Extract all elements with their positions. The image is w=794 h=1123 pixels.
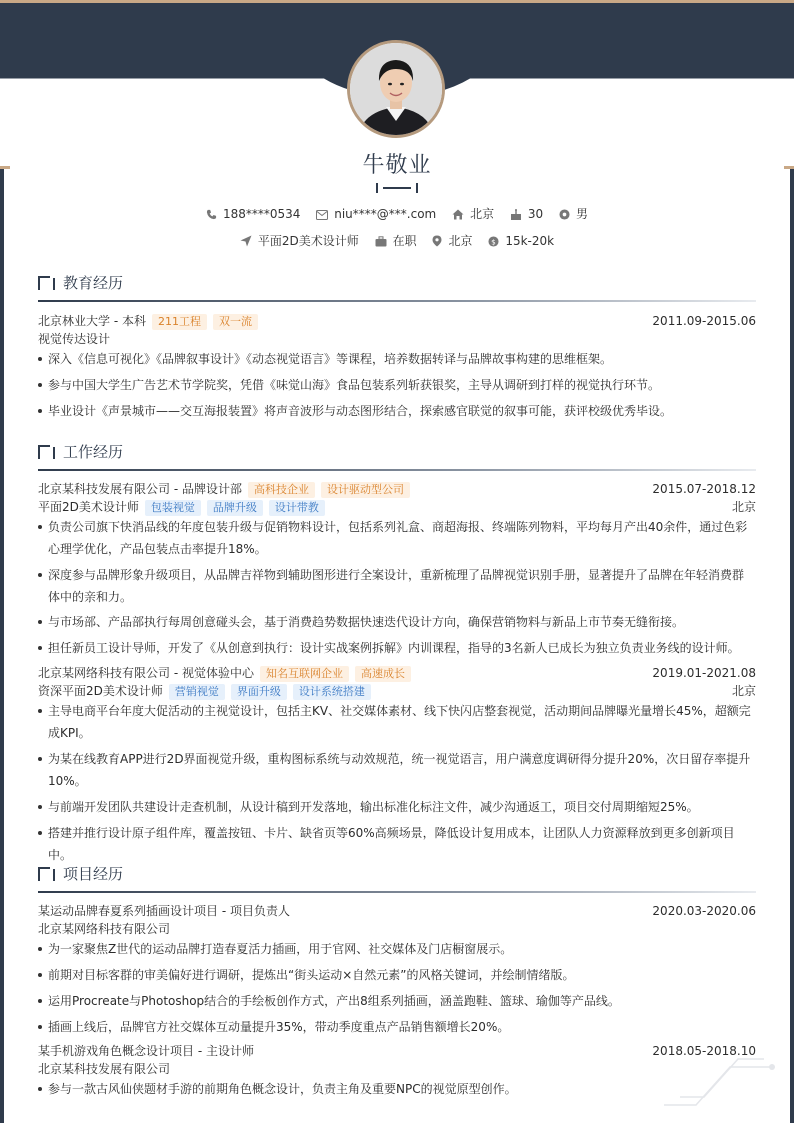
- list-item: 前期对目标客群的审美偏好进行调研，提炼出“街头运动×自然元素”的风格关键词，并绘制情绪版。: [38, 964, 756, 986]
- tag: 知名互联网企业: [260, 666, 349, 682]
- left-edge-bar: [0, 168, 4, 1123]
- role: 平面2D美术设计师: [38, 500, 139, 514]
- list-item: 深入《信息可视化》《品牌叙事设计》《动态视觉语言》等课程，培养数据转译与品牌故事构建的思维框架。: [38, 348, 756, 370]
- tag: 高科技企业: [248, 482, 315, 498]
- project-org: 北京某网络科技有限公司: [38, 922, 171, 936]
- target-city: 北京: [432, 232, 472, 249]
- cake-icon: [510, 209, 522, 220]
- project-org-row: [38, 1060, 756, 1078]
- tag: 设计驱动型公司: [321, 482, 410, 498]
- phone: 188****0534: [206, 207, 300, 221]
- name-divider-icon: [376, 183, 418, 193]
- project-header: [38, 902, 756, 920]
- home-icon: [452, 209, 464, 220]
- mail-icon: [316, 210, 328, 220]
- work-city: 北京: [731, 684, 756, 698]
- work-date: 2015.07-2018.12: [652, 482, 756, 496]
- list-item: 毕业设计《声景城市——交互海报装置》将声音波形与动态图形结合，探索感官联觉的叙事可能，获评校级优秀毕设。: [38, 400, 756, 422]
- target-position: 平面2D美术设计师: [240, 232, 359, 249]
- company: 北京某科技发展有限公司 - 品牌设计部: [38, 482, 242, 496]
- tag: 营销视觉: [169, 684, 225, 700]
- city: 北京: [452, 205, 494, 222]
- tag: 品牌升级: [207, 500, 263, 516]
- send-icon: [240, 235, 252, 247]
- section-mark-icon: [38, 867, 55, 881]
- list-item-continuation: 10%。: [48, 774, 87, 788]
- list-item: 为某在线教育APP进行2D界面视觉升级，重构图标系统与动效规范，统一视觉语言，用户满意度调研得分提升20%，次日留存率提升: [38, 748, 756, 770]
- section-mark-icon: [38, 445, 55, 459]
- money-icon: [488, 236, 499, 247]
- list-item: 搭建并推行设计原子组件库，覆盖按钮、卡片、缺省页等60%高频场景，降低设计复用成本，让团队人力资源释放到更多创新项目中。: [38, 822, 756, 866]
- salary: $ 15k-20k: [488, 234, 554, 248]
- tag: 界面升级: [231, 684, 287, 700]
- list-item: 为一家聚焦Z世代的运动品牌打造春夏活力插画，用于官网、社交媒体及门店橱窗展示。: [38, 938, 756, 960]
- school: 北京林业大学 - 本科: [38, 314, 146, 328]
- section-divider: [38, 300, 756, 302]
- education-major-row: [38, 330, 756, 348]
- phone-icon: [206, 209, 217, 220]
- candidate-name: 牛敬业: [362, 153, 432, 178]
- section-mark-icon: [38, 276, 55, 290]
- corner-decoration-icon: [660, 1039, 776, 1109]
- project-org-row: [38, 920, 756, 938]
- project-date: 2018.05-2018.10: [652, 1044, 756, 1058]
- age: 30: [510, 207, 543, 221]
- education-date: 2011.09-2015.06: [652, 314, 756, 328]
- work-header: [38, 480, 756, 498]
- job-intent-row: [0, 232, 794, 249]
- tag: 包装视觉: [145, 500, 201, 516]
- list-item-continuation: 体中的亲和力。: [48, 590, 133, 604]
- list-item: 深度参与品牌形象升级项目，从品牌吉祥物到辅助图形进行全案设计，重新梳理了品牌视觉识别手册，显著提升了品牌在年轻消费群: [38, 564, 756, 586]
- list-item: 担任新员工设计导师，开发了《从创意到执行：设计实战案例拆解》内训课程，指导的3名新人已成长为独立负责业务线的设计师。: [38, 637, 756, 659]
- project-title: 某运动品牌春夏系列插画设计项目 - 项目负责人: [38, 904, 290, 918]
- list-item: 与市场部、产品部执行每周创意碰头会，基于消费趋势数据快速迭代设计方向，确保营销物料与新品上市节奏无缝衔接。: [38, 611, 756, 633]
- list-item: 与前端开发团队共建设计走查机制，从设计稿到开发落地，输出标准化标注文件，减少沟通返工，项目交付周期缩短25%。: [38, 796, 756, 818]
- job-status: 在职: [375, 232, 417, 249]
- contact-row: [0, 205, 794, 222]
- project-org: 北京某科技发展有限公司: [38, 1062, 171, 1076]
- project-header: [38, 1042, 756, 1060]
- tag: 高速成长: [355, 666, 411, 682]
- work-date: 2019.01-2021.08: [652, 666, 756, 680]
- list-item: 插画上线后，品牌官方社交媒体互动量提升35%，带动季度重点产品销售额增长20%。: [38, 1016, 756, 1038]
- gender: 男: [559, 205, 588, 222]
- section-title-education: 教育经历: [38, 272, 123, 293]
- right-edge-bar: [790, 168, 794, 1123]
- briefcase-icon: [375, 236, 387, 247]
- project-date: 2020.03-2020.06: [652, 904, 756, 918]
- major: 视觉传达设计: [38, 332, 111, 346]
- avatar: [347, 40, 445, 138]
- role: 资深平面2D美术设计师: [38, 684, 163, 698]
- gender-icon: [559, 209, 570, 220]
- list-item: 参与一款古风仙侠题材手游的前期角色概念设计，负责主角及重要NPC的视觉原型创作。: [38, 1078, 756, 1100]
- tag: 设计系统搭建: [293, 684, 371, 700]
- avatar-portrait-icon: [350, 43, 442, 135]
- email: niu****@***.com: [316, 207, 436, 221]
- work-header: [38, 664, 756, 682]
- project-title: 某手机游戏角色概念设计项目 - 主设计师: [38, 1044, 254, 1058]
- list-item: 负责公司旗下快消品线的年度包装升级与促销物料设计，包括系列礼盒、商超海报、终端陈列物料，平均每月产出40余件，通过色彩: [38, 516, 756, 538]
- work-role-row: [38, 498, 756, 516]
- section-title-projects: 项目经历: [38, 863, 123, 884]
- section-title-work: 工作经历: [38, 441, 123, 462]
- svg-text:$: $: [491, 236, 497, 246]
- tag: 双一流: [213, 314, 258, 330]
- work-role-row: [38, 682, 756, 700]
- tag: 设计带教: [269, 500, 325, 516]
- work-city: 北京: [731, 500, 756, 514]
- company: 北京某网络科技有限公司 - 视觉体验中心: [38, 666, 254, 680]
- tag: 211工程: [152, 314, 207, 330]
- list-item-continuation: 心理学优化，产品包装点击率提升18%。: [48, 542, 267, 556]
- section-divider: [38, 891, 756, 893]
- location-pin-icon: [432, 235, 442, 247]
- education-header: [38, 312, 756, 330]
- list-item: 主导电商平台年度大促活动的主视觉设计，包括主KV、社交媒体素材、线下快闪店整套视觉，活动期间品牌曝光量增长45%，超额完: [38, 700, 756, 722]
- list-item: 参与中国大学生广告艺术节学院奖，凭借《味觉山海》食品包装系列斩获银奖，主导从调研到打样的视觉执行环节。: [38, 374, 756, 396]
- list-item-continuation: 成KPI。: [48, 726, 91, 740]
- list-item: 运用Procreate与Photoshop结合的手绘板创作方式，产出8组系列插画，涵盖跑鞋、篮球、瑜伽等产品线。: [38, 990, 756, 1012]
- section-divider: [38, 469, 756, 471]
